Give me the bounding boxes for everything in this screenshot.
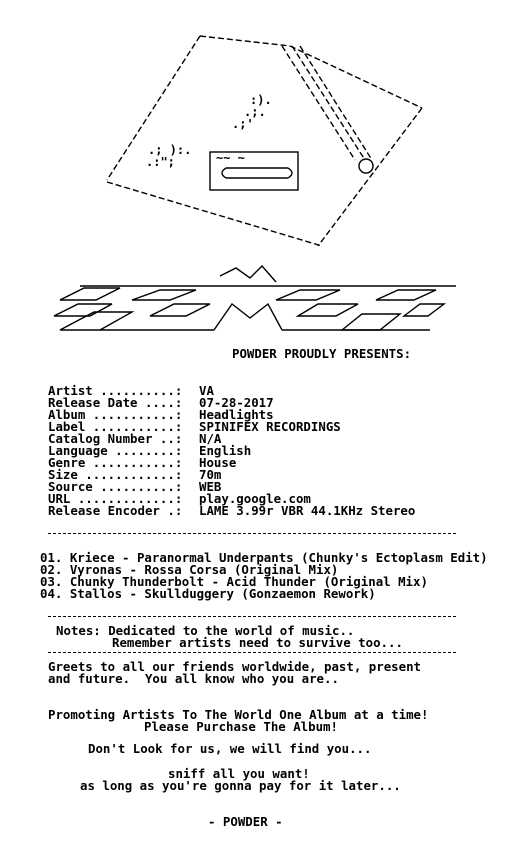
info-label-source: Source ..........: — [48, 479, 183, 494]
info-label-artist: Artist ..........: — [48, 383, 183, 398]
promo-line: Promoting Artists To The World One Album at a time! — [48, 707, 429, 722]
info-value-genre: House — [199, 455, 237, 470]
notes-line: Remember artists need to survive too... — [112, 635, 403, 650]
greets-line: Greets to all our friends worldwide, past, present — [48, 659, 421, 674]
presents-heading: POWDER PROUDLY PRESENTS: — [232, 346, 412, 361]
info-label-label: Label ...........: — [48, 419, 183, 434]
greets-line: and future. You all know who you are.. — [48, 671, 339, 686]
footer-signature: - POWDER - — [208, 814, 283, 829]
info-value-catalog: N/A — [199, 431, 222, 446]
info-value-artist: VA — [199, 383, 214, 398]
info-label-album: Album ...........: — [48, 407, 183, 422]
info-label-encoder: Release Encoder .: — [48, 503, 183, 518]
info-label-release-date: Release Date ....: — [48, 395, 183, 410]
sniff-line: as long as you're gonna pay for it later... — [80, 778, 401, 793]
track-item: 01. Kriece - Paranormal Underpants (Chunky's Ectoplasm Edit) — [40, 550, 488, 565]
promo-line: Please Purchase The Album! — [144, 719, 338, 734]
info-label-language: Language ........: — [48, 443, 183, 458]
separator — [48, 616, 456, 617]
info-label-size: Size ............: — [48, 467, 183, 482]
track-item: 03. Chunky Thunderbolt - Acid Thunder (Original Mix) — [40, 574, 428, 589]
info-label-url: URL .............: — [48, 491, 183, 506]
info-value-album: Headlights — [199, 407, 274, 422]
info-value-size: 70m — [199, 467, 222, 482]
track-item: 04. Stallos - Skullduggery (Gonzaemon Rework) — [40, 586, 376, 601]
svg-text:.;.: .;. — [244, 105, 266, 119]
notes-line: Notes: Dedicated to the world of music.. — [56, 623, 355, 638]
ascii-art-cassette — [0, 0, 520, 340]
info-value-label: SPINIFEX RECORDINGS — [199, 419, 341, 434]
track-item: 02. Vyronas - Rossa Corsa (Original Mix) — [40, 562, 339, 577]
dont-look-line: Don't Look for us, we will find you... — [88, 741, 372, 756]
info-label-genre: Genre ...........: — [48, 455, 183, 470]
sniff-line: sniff all you want! — [168, 766, 310, 781]
info-value-language: English — [199, 443, 252, 458]
svg-text::).: :). — [250, 93, 272, 107]
svg-text:~~ ~: ~~ ~ — [216, 151, 245, 165]
svg-text:.; ):.: .; ):. — [148, 143, 192, 157]
info-label-catalog: Catalog Number ..: — [48, 431, 183, 446]
info-value-encoder: LAME 3.99r VBR 44.1KHz Stereo — [199, 503, 416, 518]
separator — [48, 652, 456, 653]
info-value-source: WEB — [199, 479, 222, 494]
svg-text:.;': .;' — [232, 117, 254, 131]
svg-text:.:";: .:"; — [146, 155, 175, 169]
separator — [48, 533, 456, 534]
info-value-url: play.google.com — [199, 491, 311, 506]
info-value-release-date: 07-28-2017 — [199, 395, 274, 410]
